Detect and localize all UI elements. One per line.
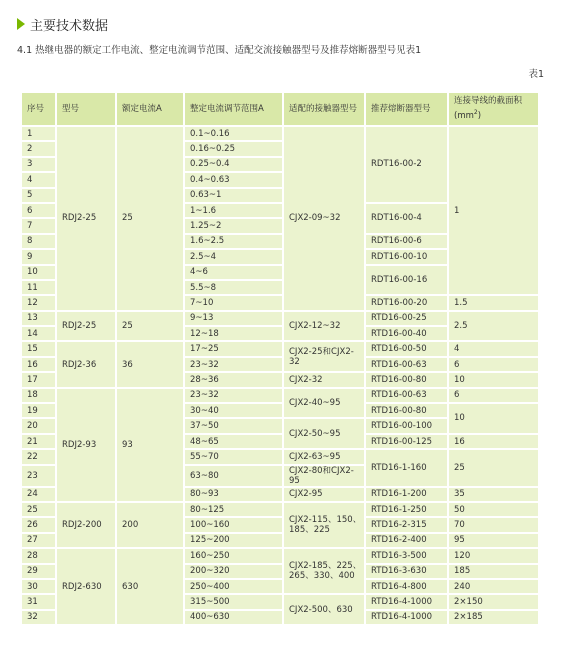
setting-range-cell: 315~500 xyxy=(184,594,283,609)
model-cell: RDJ2-630 xyxy=(56,548,116,625)
col-header-model: 型号 xyxy=(56,92,116,126)
contactor-cell: CJX2-185、225、265、330、400 xyxy=(283,548,365,594)
wire-area-cell: 35 xyxy=(448,487,539,502)
row-number: 13 xyxy=(21,311,56,326)
wire-area-cell: 6 xyxy=(448,357,539,372)
table-row xyxy=(21,311,539,326)
setting-range-cell: 48~65 xyxy=(184,434,283,449)
wire-area-cell: 95 xyxy=(448,533,539,548)
table-row xyxy=(21,502,539,517)
row-number: 25 xyxy=(21,502,56,517)
model-cell: RDJ2-93 xyxy=(56,388,116,502)
setting-range-cell: 23~32 xyxy=(184,388,283,403)
fuse-cell: RTD16-00-63 xyxy=(365,388,448,403)
row-number: 12 xyxy=(21,295,56,310)
wire-area-cell: 6 xyxy=(448,388,539,403)
setting-range-cell: 5.5~8 xyxy=(184,280,283,295)
wire-area-cell: 50 xyxy=(448,502,539,517)
row-number: 3 xyxy=(21,157,56,172)
row-number: 9 xyxy=(21,249,56,264)
col-header-rated-current: 额定电流A xyxy=(116,92,184,126)
col-header-no: 序号 xyxy=(21,92,56,126)
triangle-bullet-icon xyxy=(17,18,25,30)
model-cell: RDJ2-36 xyxy=(56,341,116,387)
col-header-fuse: 推荐熔断器型号 xyxy=(365,92,448,126)
wire-area-cell: 120 xyxy=(448,548,539,563)
setting-range-cell: 1~1.6 xyxy=(184,203,283,218)
table-header-row xyxy=(21,92,539,126)
contactor-cell: CJX2-40~95 xyxy=(283,388,365,419)
row-number: 1 xyxy=(21,126,56,141)
technical-data-table xyxy=(20,91,540,626)
wire-area-cell: 240 xyxy=(448,579,539,594)
wire-unit: $(mm^2)$ xyxy=(454,109,482,121)
section-heading xyxy=(17,14,108,34)
row-number: 10 xyxy=(21,265,56,280)
row-number: 27 xyxy=(21,533,56,548)
setting-range-cell: 0.63~1 xyxy=(184,188,283,203)
fuse-cell: RTD16-00-80 xyxy=(365,372,448,387)
row-number: 26 xyxy=(21,517,56,532)
fuse-cell: RTD16-00-25 xyxy=(365,311,448,326)
rated-current-cell: 25 xyxy=(116,311,184,342)
wire-area-cell: 10 xyxy=(448,372,539,387)
row-number: 6 xyxy=(21,203,56,218)
row-number: 29 xyxy=(21,564,56,579)
contactor-cell: CJX2-95 xyxy=(283,487,365,502)
wire-area-cell: 25 xyxy=(448,449,539,486)
fuse-cell: RTD16-00-80 xyxy=(365,403,448,418)
setting-range-cell: 400~630 xyxy=(184,610,283,625)
setting-range-cell: 7~10 xyxy=(184,295,283,310)
setting-range-cell: 9~13 xyxy=(184,311,283,326)
row-number: 23 xyxy=(21,465,56,487)
wire-area-cell: 70 xyxy=(448,517,539,532)
fuse-cell: RTD16-00-50 xyxy=(365,341,448,356)
fuse-cell: RTD16-00-40 xyxy=(365,326,448,341)
row-number: 5 xyxy=(21,188,56,203)
wire-area-cell: 2×150 xyxy=(448,594,539,609)
setting-range-cell: 4~6 xyxy=(184,265,283,280)
setting-range-cell: 1.25~2 xyxy=(184,218,283,233)
row-number: 18 xyxy=(21,388,56,403)
setting-range-cell: 2.5~4 xyxy=(184,249,283,264)
rated-current-cell: 93 xyxy=(116,388,184,502)
row-number: 32 xyxy=(21,610,56,625)
fuse-cell: RTD16-1-160 xyxy=(365,449,448,486)
wire-area-cell: 1 xyxy=(448,126,539,295)
fuse-cell: RTD16-4-800 xyxy=(365,579,448,594)
fuse-cell: RTD16-00-63 xyxy=(365,357,448,372)
col-header-setting-range: 整定电流调节范围A xyxy=(184,92,283,126)
setting-range-cell: 17~25 xyxy=(184,341,283,356)
contactor-cell: CJX2-25和CJX2-32 xyxy=(283,341,365,372)
setting-range-cell: 23~32 xyxy=(184,357,283,372)
row-number: 16 xyxy=(21,357,56,372)
model-cell: RDJ2-25 xyxy=(56,311,116,342)
model-cell: RDJ2-25 xyxy=(56,126,116,311)
rated-current-cell: 36 xyxy=(116,341,184,387)
wire-area-cell: 1.5 xyxy=(448,295,539,310)
setting-range-cell: 100~160 xyxy=(184,517,283,532)
rated-current-cell: 630 xyxy=(116,548,184,625)
fuse-cell: RDT16-00-6 xyxy=(365,234,448,249)
setting-range-cell: 37~50 xyxy=(184,418,283,433)
setting-range-cell: 0.4~0.63 xyxy=(184,172,283,187)
fuse-cell: RTD16-1-200 xyxy=(365,487,448,502)
contactor-cell: CJX2-115、150、185、225 xyxy=(283,502,365,548)
fuse-cell: RTD16-00-125 xyxy=(365,434,448,449)
fuse-cell: RDT16-00-16 xyxy=(365,265,448,296)
setting-range-cell: 0.1~0.16 xyxy=(184,126,283,141)
table-caption: 4.1 热继电器的额定工作电流、整定电流调节范围、适配交流接触器型号及推荐熔断器型号见表1 xyxy=(17,45,422,56)
table-row xyxy=(21,126,539,141)
setting-range-cell: 0.16~0.25 xyxy=(184,141,283,156)
setting-range-cell: 30~40 xyxy=(184,403,283,418)
setting-range-cell: 28~36 xyxy=(184,372,283,387)
contactor-cell: CJX2-500、630 xyxy=(283,594,365,625)
row-number: 7 xyxy=(21,218,56,233)
contactor-cell: CJX2-32 xyxy=(283,372,365,387)
wire-area-cell: 2×185 xyxy=(448,610,539,625)
row-number: 31 xyxy=(21,594,56,609)
row-number: 30 xyxy=(21,579,56,594)
row-number: 22 xyxy=(21,449,56,464)
table-row xyxy=(21,341,539,356)
contactor-cell: CJX2-63~95 xyxy=(283,449,365,464)
contactor-cell: CJX2-50~95 xyxy=(283,418,365,449)
fuse-cell: RTD16-2-400 xyxy=(365,533,448,548)
fuse-cell: RDT16-00-20 xyxy=(365,295,448,310)
wire-area-cell: 2.5 xyxy=(448,311,539,342)
rated-current-cell: 200 xyxy=(116,502,184,548)
col-header-contactor: 适配的接触器型号 xyxy=(283,92,365,126)
wire-area-cell: 16 xyxy=(448,434,539,449)
contactor-cell: CJX2-09~32 xyxy=(283,126,365,311)
wire-area-cell: 185 xyxy=(448,564,539,579)
wire-area-cell: 10 xyxy=(448,403,539,434)
row-number: 19 xyxy=(21,403,56,418)
setting-range-cell: 125~200 xyxy=(184,533,283,548)
contactor-cell: CJX2-80和CJX2-95 xyxy=(283,465,365,487)
table-row xyxy=(21,548,539,563)
setting-range-cell: 63~80 xyxy=(184,465,283,487)
fuse-cell: RDT16-00-10 xyxy=(365,249,448,264)
row-number: 4 xyxy=(21,172,56,187)
row-number: 2 xyxy=(21,141,56,156)
setting-range-cell: 1.6~2.5 xyxy=(184,234,283,249)
row-number: 24 xyxy=(21,487,56,502)
row-number: 15 xyxy=(21,341,56,356)
row-number: 21 xyxy=(21,434,56,449)
setting-range-cell: 250~400 xyxy=(184,579,283,594)
fuse-cell: RTD16-3-630 xyxy=(365,564,448,579)
row-number: 28 xyxy=(21,548,56,563)
setting-range-cell: 200~320 xyxy=(184,564,283,579)
setting-range-cell: 55~70 xyxy=(184,449,283,464)
setting-range-cell: 12~18 xyxy=(184,326,283,341)
fuse-cell: RTD16-2-315 xyxy=(365,517,448,532)
setting-range-cell: 0.25~0.4 xyxy=(184,157,283,172)
setting-range-cell: 160~250 xyxy=(184,548,283,563)
setting-range-cell: 80~125 xyxy=(184,502,283,517)
section-title: 主要技术数据 xyxy=(30,18,109,34)
fuse-cell: RDT16-00-2 xyxy=(365,126,448,203)
model-cell: RDJ2-200 xyxy=(56,502,116,548)
row-number: 17 xyxy=(21,372,56,387)
col-header-wire-area xyxy=(448,92,539,126)
wire-area-label: 连接导线的截面积 xyxy=(454,96,523,107)
table-row xyxy=(21,388,539,403)
fuse-cell: RDT16-00-4 xyxy=(365,203,448,234)
row-number: 8 xyxy=(21,234,56,249)
fuse-cell: RTD16-3-500 xyxy=(365,548,448,563)
fuse-cell: RTD16-4-1000 xyxy=(365,610,448,625)
wire-area-cell: 4 xyxy=(448,341,539,356)
row-number: 14 xyxy=(21,326,56,341)
row-number: 20 xyxy=(21,418,56,433)
setting-range-cell: 80~93 xyxy=(184,487,283,502)
fuse-cell: RTD16-4-1000 xyxy=(365,594,448,609)
row-number: 11 xyxy=(21,280,56,295)
table-number: 表1 xyxy=(528,69,544,80)
fuse-cell: RTD16-00-100 xyxy=(365,418,448,433)
rated-current-cell: 25 xyxy=(116,126,184,311)
fuse-cell: RTD16-1-250 xyxy=(365,502,448,517)
contactor-cell: CJX2-12~32 xyxy=(283,311,365,342)
